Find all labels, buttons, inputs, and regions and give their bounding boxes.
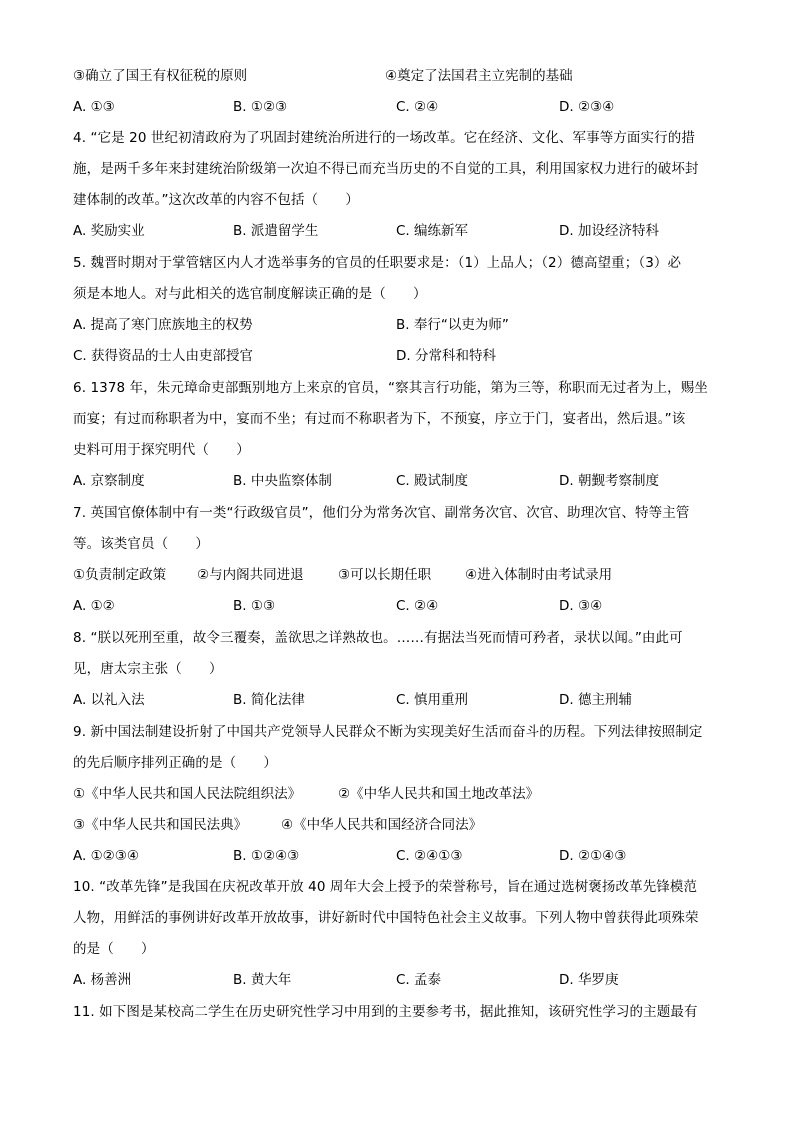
question-6-line-3: 史料可用于探究明代（ ） bbox=[73, 442, 250, 458]
question-6-line-1: 6. 1378 年，朱元璋命吏部甄别地方上来京的官员，“察其言行功能，第为三等，称职而无过者为上，赐坐 bbox=[73, 380, 708, 396]
choice-a[interactable]: A. 京察制度 bbox=[73, 473, 145, 489]
choice-a[interactable]: A. 杨善洲 bbox=[73, 972, 132, 988]
question-4-line-3: 建体制的改革。”这次改革的内容不包括（ ） bbox=[73, 192, 359, 208]
choice-c[interactable]: C. ②④ bbox=[396, 99, 439, 115]
option-item: ③确立了国王有权征税的原则 bbox=[73, 68, 248, 84]
question-7-line-1: 7. 英国官僚体制中有一类“行政级官员”，他们分为常务次官、副常务次官、次官、助理次官、特等主管 bbox=[73, 505, 690, 521]
question-5-line-2: 须是本地人。对与此相关的选官制度解读正确的是（ ） bbox=[73, 286, 427, 302]
choice-b[interactable]: B. ①②④③ bbox=[233, 848, 300, 864]
question-11-line-1: 11. 如下图是某校高二学生在历史研究性学习中用到的主要参考书，据此推知，该研究性学习的主题最有 bbox=[73, 1004, 698, 1020]
question-8-line-2: 见，唐太宗主张（ ） bbox=[73, 661, 223, 677]
option-item: ①《中华人民共和国人民法院组织法》 bbox=[73, 786, 302, 802]
choice-c[interactable]: C. 殿试制度 bbox=[396, 473, 469, 489]
choice-c[interactable]: C. 慎用重刑 bbox=[396, 692, 469, 708]
question-8-line-1: 8. “朕以死刑至重，故令三覆奏，盖欲思之详熟故也。……有据法当死而情可矜者，录状以闻。”由此可 bbox=[73, 630, 683, 646]
choice-a[interactable]: A. 奖励实业 bbox=[73, 223, 145, 239]
choice-c[interactable]: C. 获得资品的士人由吏部授官 bbox=[73, 348, 254, 364]
question-4-line-1: 4. “它是 20 世纪初清政府为了巩固封建统治所进行的一场改革。它在经济、文化、军事等方面实行的措 bbox=[73, 130, 695, 146]
choice-d[interactable]: D. 分常科和特科 bbox=[396, 348, 496, 364]
question-6-line-2: 而宴；有过而称职者为中，宴而不坐；有过而不称职者为下，不预宴，序立于门，宴者出，然后退。”该 bbox=[73, 411, 686, 427]
choice-d[interactable]: D. ②①④③ bbox=[559, 848, 627, 864]
choice-d[interactable]: D. 朝觐考察制度 bbox=[559, 473, 659, 489]
choice-b[interactable]: B. 中央监察体制 bbox=[233, 473, 332, 489]
choice-a[interactable]: A. ①②③④ bbox=[73, 848, 139, 864]
option-item: ③《中华人民共和国民法典》 bbox=[73, 817, 248, 833]
question-9-line-1: 9. 新中国法制建设折射了中国共产党领导人民群众不断为实现美好生活而奋斗的历程。下列法律按照制定 bbox=[73, 724, 703, 740]
choice-a[interactable]: A. 以礼入法 bbox=[73, 692, 145, 708]
choice-a[interactable]: A. ①③ bbox=[73, 99, 115, 115]
choice-c[interactable]: C. ②④ bbox=[396, 598, 439, 614]
choice-d[interactable]: D. ②③④ bbox=[559, 99, 615, 115]
question-7-line-2: 等。该类官员（ ） bbox=[73, 536, 209, 552]
choice-c[interactable]: C. 编练新军 bbox=[396, 223, 469, 239]
question-10-line-3: 的是（ ） bbox=[73, 941, 155, 957]
option-item: ④《中华人民共和国经济合同法》 bbox=[281, 817, 483, 833]
choice-b[interactable]: B. 派遣留学生 bbox=[233, 223, 319, 239]
choice-c[interactable]: C. ②④①③ bbox=[396, 848, 463, 864]
option-item: ④进入体制时由考试录用 bbox=[465, 567, 613, 583]
choice-b[interactable]: B. ①②③ bbox=[233, 99, 288, 115]
question-5-line-1: 5. 魏晋时期对于掌管辖区内人才选举事务的官员的任职要求是：（1）上品人；（2）德高望重；（3）必 bbox=[73, 255, 682, 271]
option-item: ④奠定了法国君主立宪制的基础 bbox=[385, 68, 573, 84]
option-item: ①负责制定政策 bbox=[73, 567, 167, 583]
choice-d[interactable]: D. 加设经济特科 bbox=[559, 223, 659, 239]
choice-a[interactable]: A. ①② bbox=[73, 598, 115, 614]
choice-b[interactable]: B. ①③ bbox=[233, 598, 276, 614]
choice-a[interactable]: A. 提高了寒门庶族地主的权势 bbox=[73, 317, 253, 333]
choice-b[interactable]: B. 奉行“以吏为师” bbox=[396, 317, 509, 333]
choice-d[interactable]: D. ③④ bbox=[559, 598, 603, 614]
question-4-line-2: 施，是两千多年来封建统治阶级第一次迫不得已而充当历史的不自觉的工具，利用国家权力进行的破坏封 bbox=[73, 161, 699, 177]
choice-b[interactable]: B. 黄大年 bbox=[233, 972, 292, 988]
question-10-line-2: 人物，用鲜活的事例讲好改革开放故事，讲好新时代中国特色社会主义故事。下列人物中曾获得此项殊荣 bbox=[73, 910, 699, 926]
choice-b[interactable]: B. 简化法律 bbox=[233, 692, 305, 708]
question-9-line-2: 的先后顺序排列正确的是（ ） bbox=[73, 755, 277, 771]
option-item: ②与内阁共同进退 bbox=[197, 567, 304, 583]
question-10-line-1: 10. “改革先锋”是我国在庆祝改革开放 40 周年大会上授予的荣誉称号，旨在通过选树褒扬改革先锋模范 bbox=[73, 879, 698, 895]
choice-d[interactable]: D. 华罗庚 bbox=[559, 972, 619, 988]
choice-d[interactable]: D. 德主刑辅 bbox=[559, 692, 632, 708]
option-item: ②《中华人民共和国土地改革法》 bbox=[338, 786, 540, 802]
option-item: ③可以长期任职 bbox=[338, 567, 432, 583]
choice-c[interactable]: C. 孟泰 bbox=[396, 972, 442, 988]
